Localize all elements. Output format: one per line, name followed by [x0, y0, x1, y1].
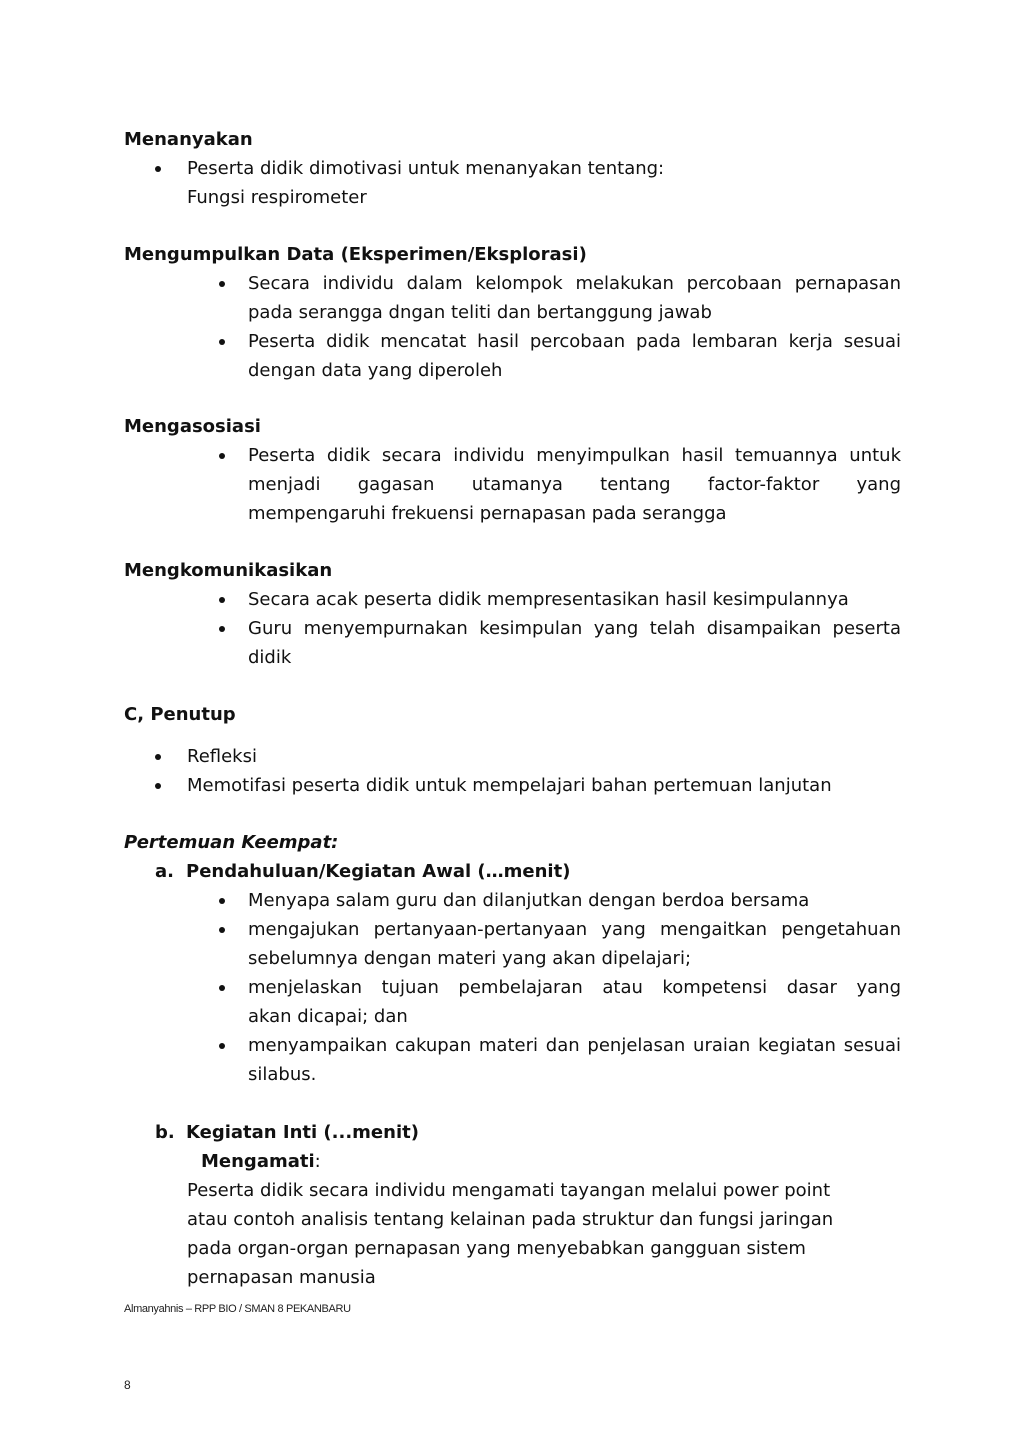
- subsection-heading: [124, 1118, 944, 1147]
- subsection-heading: [124, 857, 944, 886]
- bullet-icon: [219, 927, 225, 933]
- bullet-icon: [219, 1043, 225, 1049]
- section-mengumpulkan-data: [124, 240, 944, 385]
- bullet-line: Peserta didik secara individu menyimpulkan hasil temuannya untuk: [248, 445, 901, 466]
- section-mengkomunikasikan: [124, 556, 944, 672]
- bullet-line: Memotifasi peserta didik untuk mempelajari bahan pertemuan lanjutan: [187, 775, 832, 796]
- section-mengasosiasi: [124, 412, 944, 528]
- section-heading: Mengasosiasi: [124, 416, 261, 437]
- section-kegiatan-inti: [124, 1118, 944, 1292]
- section-menanyakan: [124, 125, 944, 212]
- bullet-icon: [219, 898, 225, 904]
- bullet-icon: [219, 281, 225, 287]
- bullet-item: [124, 973, 944, 1031]
- bullet-icon: [219, 453, 225, 459]
- bullet-item: [124, 771, 944, 800]
- bullet-line: mempengaruhi frekuensi pernapasan pada serangga: [248, 503, 727, 524]
- section-penutup: [124, 700, 944, 800]
- bullet-line: Secara individu dalam kelompok melakukan percobaan pernapasan: [248, 273, 901, 294]
- bullet-line: Peserta didik mencatat hasil percobaan pada lembaran kerja sesuai: [248, 331, 901, 352]
- subsection-label: b.: [155, 1122, 175, 1143]
- bullet-line: didik: [248, 647, 292, 668]
- bullet-line: menjadi gagasan utamanya tentang factor-faktor yang: [248, 474, 901, 495]
- bullet-line: akan dicapai; dan: [248, 1006, 408, 1027]
- bullet-icon: [155, 166, 161, 172]
- subsection-title: Pendahuluan/Kegiatan Awal (…menit): [186, 861, 571, 882]
- page-footer: Almanyahnis – RPP BIO / SMAN 8 PEKANBARU: [124, 1303, 351, 1315]
- paragraph-line: pernapasan manusia: [187, 1267, 376, 1288]
- bullet-item: [124, 154, 944, 212]
- section-heading: Pertemuan Keempat:: [124, 832, 339, 853]
- bullet-line: Refleksi: [187, 746, 257, 767]
- section-heading: Mengkomunikasikan: [124, 560, 333, 581]
- bullet-icon: [155, 754, 161, 760]
- section-heading: Mengumpulkan Data (Eksperimen/Eksplorasi): [124, 244, 587, 265]
- section-pertemuan-keempat: [124, 828, 944, 1089]
- activity-heading-text: Mengamati: [201, 1151, 315, 1172]
- bullet-line: dengan data yang diperoleh: [248, 360, 503, 381]
- bullet-line: Guru menyempurnakan kesimpulan yang telah disampaikan peserta: [248, 618, 901, 639]
- bullet-item: [124, 327, 944, 385]
- section-heading: Menanyakan: [124, 129, 253, 150]
- bullet-line: pada serangga dngan teliti dan bertanggung jawab: [248, 302, 712, 323]
- page-number: 8: [124, 1378, 131, 1392]
- bullet-line: Peserta didik dimotivasi untuk menanyakan tentang:: [187, 158, 665, 179]
- bullet-item: [124, 886, 944, 915]
- bullet-item: [124, 1031, 944, 1089]
- bullet-line: mengajukan pertanyaan-pertanyaan yang mengaitkan pengetahuan: [248, 919, 901, 940]
- bullet-line: silabus.: [248, 1064, 317, 1085]
- bullet-icon: [219, 597, 225, 603]
- subsection-label: a.: [155, 861, 174, 882]
- bullet-item: [124, 742, 944, 771]
- bullet-line: Menyapa salam guru dan dilanjutkan dengan berdoa bersama: [248, 890, 810, 911]
- bullet-icon: [219, 626, 225, 632]
- bullet-item: [124, 269, 944, 327]
- bullet-line: sebelumnya dengan materi yang akan dipelajari;: [248, 948, 692, 969]
- bullet-item: [124, 585, 944, 614]
- activity-heading-suffix: :: [314, 1151, 321, 1172]
- bullet-item: [124, 614, 944, 672]
- bullet-list: [124, 742, 944, 800]
- paragraph-line: atau contoh analisis tentang kelainan pada struktur dan fungsi jaringan: [187, 1209, 834, 1230]
- bullet-icon: [155, 783, 161, 789]
- subsection-title: Kegiatan Inti (...menit): [186, 1122, 419, 1143]
- bullet-line: menjelaskan tujuan pembelajaran atau kompetensi dasar yang: [248, 977, 901, 998]
- bullet-icon: [219, 985, 225, 991]
- bullet-line: Secara acak peserta didik mempresentasikan hasil kesimpulannya: [248, 589, 849, 610]
- activity-heading: [124, 1147, 944, 1176]
- bullet-line: Fungsi respirometer: [187, 187, 367, 208]
- bullet-item: [124, 441, 944, 528]
- section-heading: C, Penutup: [124, 704, 236, 725]
- paragraph-line: pada organ-organ pernapasan yang menyebabkan gangguan sistem: [187, 1238, 806, 1259]
- activity-paragraph: [124, 1176, 944, 1292]
- paragraph-line: Peserta didik secara individu mengamati tayangan melalui power point: [187, 1180, 831, 1201]
- bullet-icon: [219, 339, 225, 345]
- bullet-line: menyampaikan cakupan materi dan penjelasan uraian kegiatan sesuai: [248, 1035, 901, 1056]
- bullet-item: [124, 915, 944, 973]
